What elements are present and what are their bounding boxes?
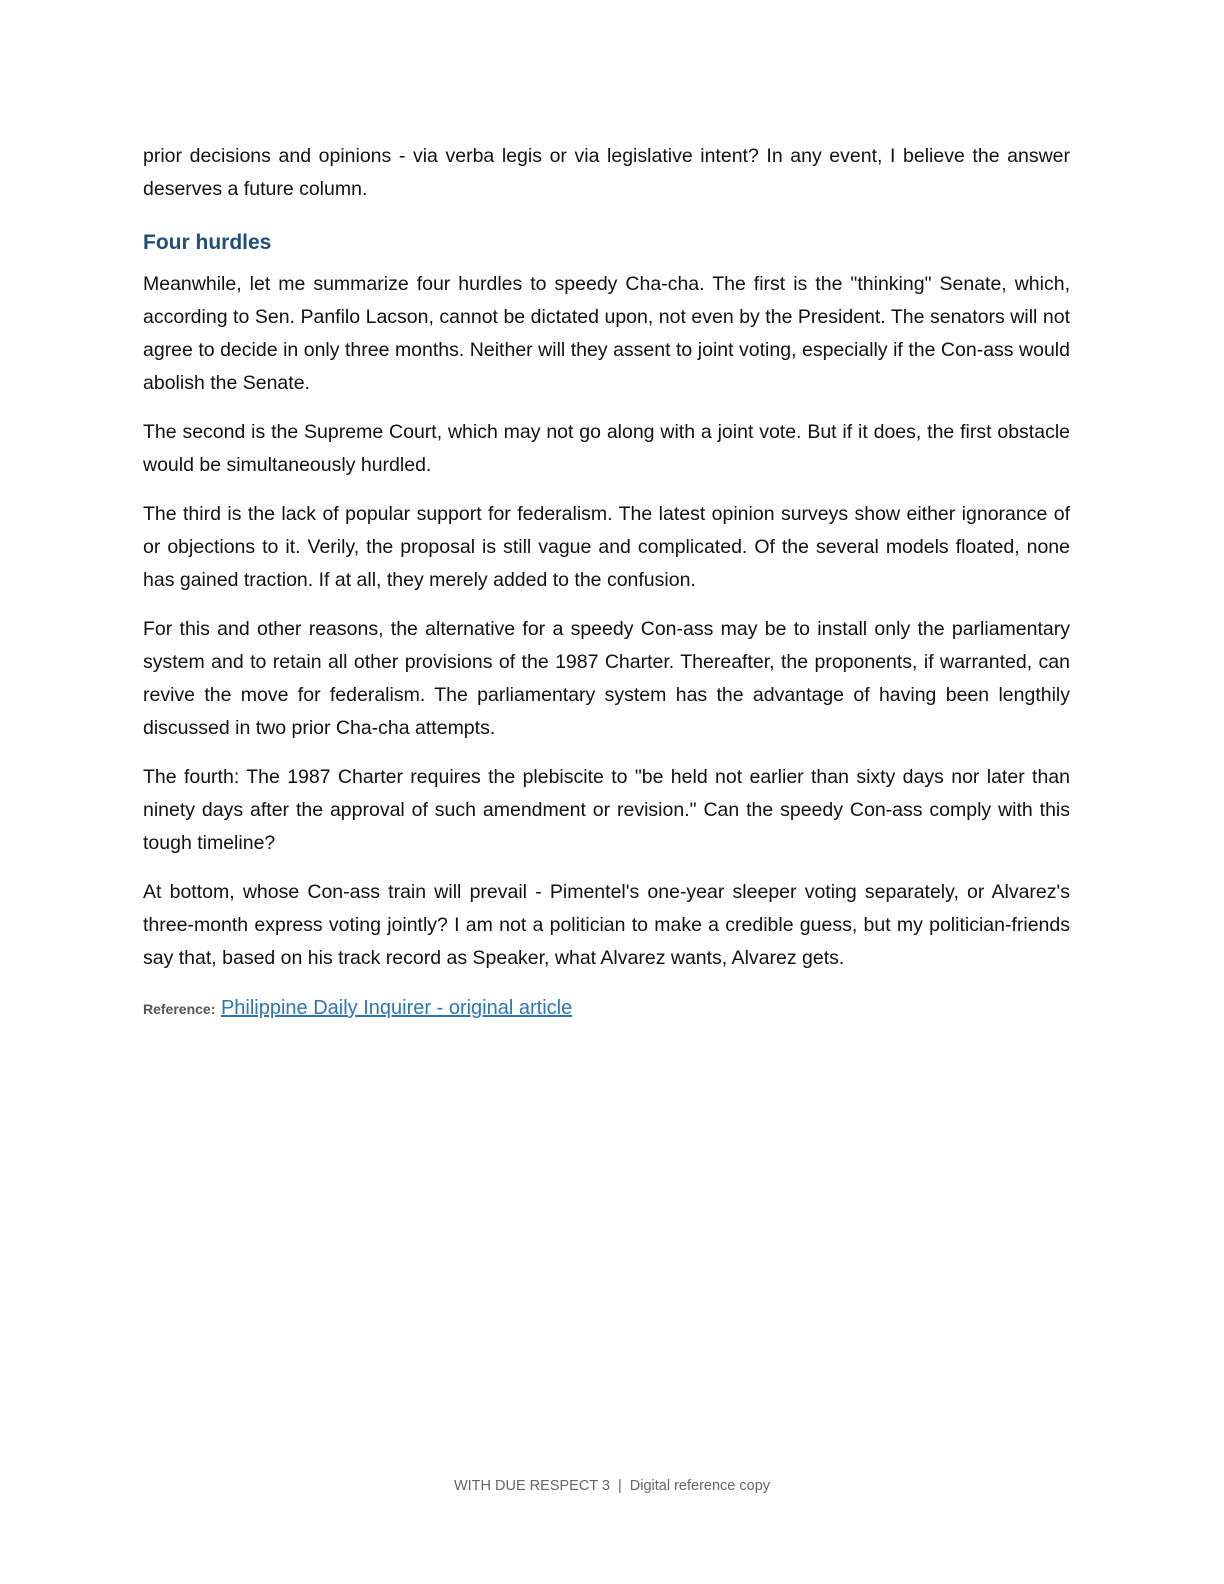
paragraph-second-hurdle: The second is the Supreme Court, which may not go along with a joint vote. But if it does, the first obstacle would be simultaneously hurdled. — [143, 421, 1070, 476]
reference-label: Reference: — [143, 1001, 216, 1017]
footer-separator: | — [618, 1478, 622, 1494]
paragraph-alternative: For this and other reasons, the alternative for a speedy Con-ass may be to install only the parliamentary system and to retain all other provisions of the 1987 Charter. Thereafter, the proponents, if warranted, can revive the move for federalism. The parliamentary system has the advantage of having been lengthily discussed in two prior Cha-cha attempts. — [143, 618, 1070, 739]
document-body — [143, 140, 1070, 1024]
paragraph-third-hurdle: The third is the lack of popular support for federalism. The latest opinion surveys show either ignorance of or objections to it. Verily, the proposal is still vague and complicated. Of the several models floated, none has gained traction. If at all, they merely added to the confusion. — [143, 503, 1070, 591]
section-heading: Four hurdles — [143, 231, 272, 254]
footer-title: WITH DUE RESPECT 3 — [453, 1478, 610, 1494]
paragraph-conclusion: At bottom, whose Con-ass train will prevail - Pimentel's one-year sleeper voting separately, or Alvarez's three-month express voting jointly? I am not a politician to make a credible guess, but my politician-friends say that, based on his track record as Speaker, what Alvarez wants, Alvarez gets. — [143, 881, 1070, 969]
footer-note: Digital reference copy — [629, 1478, 771, 1494]
paragraph-fourth-hurdle: The fourth: The 1987 Charter requires the plebiscite to "be held not earlier than sixty days nor later than ninety days after the approval of such amendment or revision." Can the speedy Con-ass comply with this tough timeline? — [143, 766, 1070, 854]
reference-line — [143, 993, 1070, 1024]
reference-link[interactable]: Philippine Daily Inquirer - original article — [220, 997, 573, 1019]
paragraph-continuation: prior decisions and opinions - via verba legis or via legislative intent? In any event, I believe the answer deserves a future column. — [143, 145, 1070, 200]
paragraph-first-hurdle: Meanwhile, let me summarize four hurdles to speedy Cha-cha. The first is the "thinking" Senate, which, according to Sen. Panfilo Lacson, cannot be dictated upon, not even by the President. The senators will not agree to decide in only three months. Neither will they assent to joint voting, especially if the Con-ass would abolish the Senate. — [143, 273, 1070, 394]
page-footer — [0, 1478, 1224, 1494]
